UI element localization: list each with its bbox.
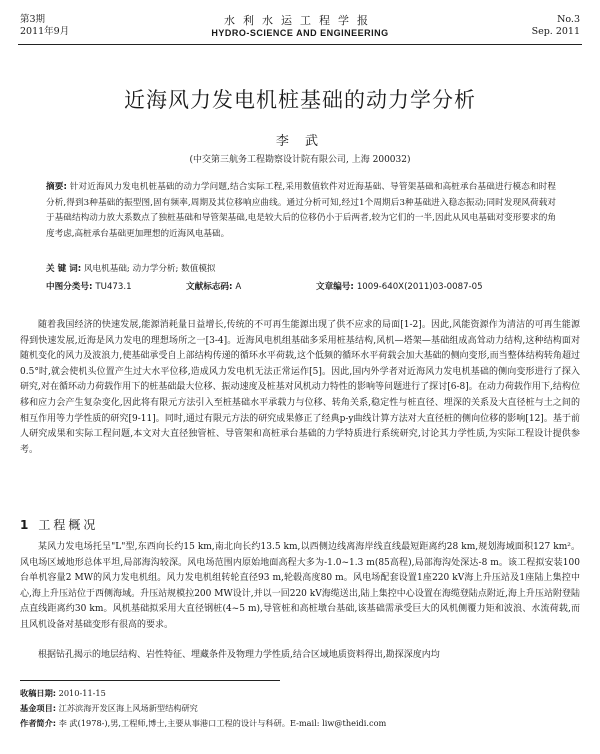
footnote-divider <box>20 680 280 681</box>
received-date: 2010-11-15 <box>58 688 106 698</box>
section-number: 1 <box>20 518 29 532</box>
footnote-author <box>20 718 580 729</box>
received-label: 收稿日期: <box>20 688 57 698</box>
article-title: 近海风力发电机桩基础的动力学分析 <box>124 88 476 112</box>
abstract <box>46 180 556 242</box>
header-right <box>532 14 580 38</box>
intro-paragraph: 随着我国经济的快速发展,能源消耗量日益增长,传统的不可再生能源出现了供不应求的局面[1-2]。因此,风能资源作为清洁的可再生能源得到快速发展,近海是风力发电的理想场所之一[3-4]。近海风电机组基础多采用桩基结构,风机—塔架—基础组成高耸动力结构,这种结构面对随机变化的风力及波浪力,使基础承受自上部结构传递的循环水平荷载,这个低频的循环水平荷载会加大基础的侧向变形,而当整体结构转角超过0.5°时,就会使机头位置产生过大水平位移,造成风力发电机无法正常运作[5]。因此,国内外学者对近海风力发电机基础的侧向变形进行了探入研究,对在循环动力荷载作用下的桩基础最大位移、振动速度及桩基对风机动力特性的影响等问题进行了探讨[6-8]。在动力荷载作用下,结构位移和应力会产生复杂变化,因此将有限元方法引入至桩基础水平承载力与位移、转角关系,稳定性与桩直径、埋深的关系及大直径桩与土之间的相互作用等力学性质的研究[9-11]。同时,通过有限元方法的研究成果修正了经典p-y曲线计算方法对大直径桩的侧向位移的影响[12]。基于前人研究成果和实际工程问题,本文对大直径独管桩、导管架和高桩承台基础的力学特质进行系统研究,讨论其力学性质,为实际工程设计提供参考。 <box>20 320 580 455</box>
geology-paragraph: 根据钻孔揭示的地层结构、岩性特征、埋藏条件及物理力学性质,结合区域地质资料得出,勘探深度内均 <box>38 650 440 660</box>
journal-name-cn: 水利水运工程学报 <box>224 14 376 27</box>
keywords-label: 关 键 词: <box>46 264 82 274</box>
issue-number: 第3期 <box>20 14 46 25</box>
header-center <box>0 12 600 38</box>
issue-number-en: No.3 <box>557 14 580 25</box>
project-paragraph: 某风力发电场托呈"L"型,东西向长约15 km,南北向长约13.5 km,以西侧边线离海岸线直线最短距离约28 km,规划海域面积127 km²。风电场区域地形总体平坦,局部海沟较深。风电场范围内原始地面高程大多为-1.0~1.3 m(85高程),局部海沟处深达-8 m。该工程拟安装100台单机容量2 MW的风力发电机组。风力发电机组转轮直径93 m,轮毂高度80 m。风电场配套设置1座220 kV海上升压站及1座陆上集控中心,海上升压站位于西侧海域。升压站规模拉200 MW设计,并以一回220 kV海缆送出,陆上集控中心设置在海缆登陆点附近,海上升压站附登陆点直线距离约30 km。风机基础拟采用大直径钢桩(4~5 m),导管桩和高桩墩台基础,该基础需承受巨大的风机侧覆力矩和波浪、水流荷载,而且风机设备对基础变形有很高的要求。 <box>20 542 580 630</box>
journal-name-en: HYDRO-SCIENCE AND ENGINEERING <box>211 28 389 38</box>
footnote-fund <box>20 703 580 714</box>
issue-date-en: Sep. 2011 <box>531 26 580 37</box>
doc-code-group <box>186 280 241 292</box>
footnote-received <box>20 688 580 699</box>
abstract-text: 针对近海风力发电机桩基础的动力学问题,结合实际工程,采用数值软件对近海基础、导管架基础和高桩承台基础进行模态和时程分析,得到3种基础的振型图,固有频率,周期及其位移响应曲线。通过分析可知,经过1个周期后3种基础进入稳态振动;同时发现风荷载对于基础结构动力放大系数点了独桩基础和导管架基础,电是较大后的位移仍小于后两者,较为它们的一半,因此从风电基础对变形要求的角度考虑,高桩承台基础更加理想的近海风电基础。 <box>46 182 557 239</box>
fund-text: 江苏滨海开发区海上风场新型结构研究 <box>58 703 198 713</box>
keywords <box>46 262 556 274</box>
author-info-text: 李 武(1978-),男,工程师,博士,主要从事港口工程的设计与科研。E-mail: liw@theidi.com <box>58 718 387 728</box>
issue-date: 2011年9月 <box>20 26 70 37</box>
article-id-value: 1009-640X(2011)03-0087-05 <box>356 282 483 292</box>
author-affiliation: (中交第三航务工程勘察设计院有限公司, 上海 200032) <box>189 155 411 165</box>
fund-label: 基金项目: <box>20 703 57 713</box>
doc-code-value: A <box>235 282 242 292</box>
article-id-group <box>316 280 483 292</box>
clc-group <box>46 280 132 292</box>
doc-code-label: 文献标志码: <box>186 282 233 292</box>
article-id-label: 文章编号: <box>316 282 354 292</box>
abstract-label: 摘要: <box>46 182 67 192</box>
section-title: 工程概况 <box>38 518 99 532</box>
author-info-label: 作者简介: <box>20 718 57 728</box>
header-divider <box>18 44 582 45</box>
clc-label: 中图分类号: <box>46 282 93 292</box>
keywords-text: 风电机基础; 动力学分析; 数值模拟 <box>83 264 216 274</box>
clc-value: TU473.1 <box>95 282 132 292</box>
article-author: 李 武 <box>275 134 325 149</box>
section-heading <box>20 516 98 533</box>
